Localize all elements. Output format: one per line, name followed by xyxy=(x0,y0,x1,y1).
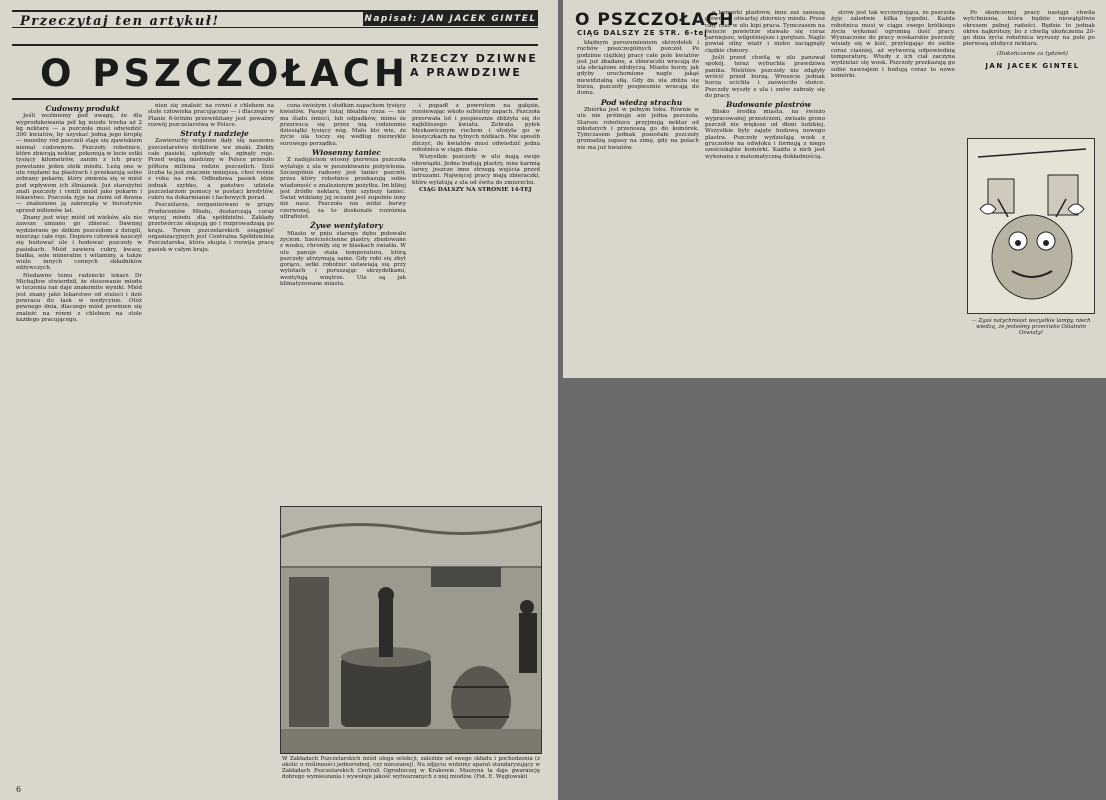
paragraph: Jeśli przed chwilą w ulu panował spokój, teraz wybuchła prawdziwa panika. Niektóre pszczoły nie zdążyły wrócić przed burzą. Wreszcie jednak burza ucichła i zaświeciło słońce. Pszczoły wyszły z ula i znów zabrały się do pracy. xyxy=(705,55,825,99)
subtitle-line-2: A PRAWDZIWE xyxy=(410,66,522,79)
continued-article-title: O PSZCZOŁACH xyxy=(575,10,735,30)
paragraph: Blisko środka miasta, na świeżo wypracowanej przestrzeni, zwisało grono pszczół nie większe od dłoni ludzkiej. Wszystkie były zajęte budową nowego plastra. Pszczoły wydzielają wosk z gruczołów na odwłoku i formują z niego sześciokątne komórki. Każda z nich jest wykonana z matematyczną dokładnością. xyxy=(705,109,825,160)
paragraph: Po skończonej pracy nastąpi chwila wytchnienia, która będzie niewątpliwie okresem pełnej radości. Będzie to jednak okres najkrótszy, bo z chwilą ukończenia 20-go dnia życia robotnica wyruszy na pole po pierwszą zdobycz nektaru. xyxy=(963,10,1095,48)
page-number: 6 xyxy=(16,785,22,794)
cartoon-illustration xyxy=(967,138,1095,314)
right-column-4 xyxy=(963,10,1095,130)
subhead-pod-wiedza: Pod wiedzą strachu xyxy=(600,97,683,107)
subhead-budowanie: Budowanie plastrów xyxy=(725,100,812,110)
right-column-3 xyxy=(831,10,955,370)
continuation-note: (Dokończenie za tydzień) xyxy=(996,50,1069,57)
paragraph: Zawieruchy wojenne dały się naszemu pszczelarstwu dotkliwie we znaki. Znikły całe pasieki, spłonęły ule, zginęły roje. Przed wojną mieliśmy w Polsce przeszło półtora miliona rodzin pszczelich. Dziś liczba ta jest znacznie mniejsza, choć rośnie z roku na rok. Odbudowa pasiek idzie jednak szybko, a państwo udziela pszczelarzom pomocy w postaci kredytów, cukru na dokarmianie i fachowych porad. xyxy=(148,138,274,202)
article-column-1 xyxy=(16,103,142,785)
byline: Napisał: JAN JACEK GINTEL xyxy=(364,14,537,24)
paragraph: Zbiórka jest w pełnym toku. Równie w ulu nie próżnuje ani jedna pszczoła. Starsze robotnice przyjmują nektar od młodszych i przenoszą go do komórek. Tymczasem jednak pozostałe pszczoły gromadzą zapasy na zimę, gdy na polach nie ma już kwiatów. xyxy=(577,106,699,151)
cartoon-caption: — Zgaś natychmiast wszystkie lampy, niech wiedzą, że jesteśmy przeciwko Ośiatnim Oświaty! xyxy=(971,318,1091,336)
article-column-2 xyxy=(148,103,274,785)
paragraph: Wszystkie pszczoły w ulu mają swoje obowiązki. Jedne budują plastry, inne karmią larwy, jeszcze inne strzegą wejścia przed intruzami. Najwięcej pracy mają zbieraczki, które wylatują z ula od świtu do zmierzchu. xyxy=(412,154,540,186)
paragraph: Z nadejściem wiosny pierwsza pszczoła wylatuje z ula w poszukiwaniu pożywienia. Szczególnie radosny jest taniec pszczół, przez który robotnice przekazują sobie wiadomość o znalezionym pożytku. Im bliżej jest źródło nektaru, tym szybszy taniec. Świat widziany jej oczami jest zupełnie inny niż nasz. Pszczoła nie widzi barwy czerwonej, za to doskonale rozróżnia ultrafiolet. xyxy=(280,157,406,221)
kicker-text: Przeczytaj ten artykuł! xyxy=(20,14,220,29)
paragraph: o komórki plastrów, inne zaś zanoszą główny w otwartej zbiornicy miodu. Przez cały czas w ulu kipi praca. Tymczasem na świecie powietrze stawało się coraz parniejsze, wilgotniejsze i gorętsze. Nagle powiał silny wiatr i niebo zaciągnęły ciężkie chmury. xyxy=(705,10,825,54)
photo-illustration xyxy=(281,507,542,754)
right-column-1 xyxy=(577,40,699,370)
paragraph: Jeśli weźmiemy pod uwagę, że dla wyprodukowania pół kg miodu trzeba aż 2 kg nektaru — a pszczoła musi odwiedzić 300 kwiatów, by uzyskać jedną jego kroplę — mozolny ród pszczeli staje się zjawiskiem niemal cudownym. Pszczoły robotnice, które zbierają nektar, pokonują w locie setki tysięcy kilometrów, zanim z ich pracy powstanie jeden słoik miodu. Leżą one w ulu rzędami na plastrach i przekazują sobie zebrany pokarm, który zmienia się w miód pod wpływem ich ślinianek. Już starożytni znali pszczoły i cenili miód jako pokarm i lekarstwo. Pszczoła żyje na ziemi od dawna — znaleziono ją zakrzepłą w bursztynie sprzed milionów lat. xyxy=(16,113,142,214)
paragraph: strów jest tak wyczerpująca, że pszczoła żyje zaledwie kilka tygodni. Każda robotnica musi w ciągu swego krótkiego życia wykonać ogromną ilość pracy. Wyznaczone do pracy woskarskie pszczoły wisiały się w kiść, przylegając do siebie coraz ciaśniej, aż wytworzą odpowiednią temperaturę. Wtedy z ich ciał zaczyna wydzielać się wosk. Pszczoły przekazują go sobie nawzajem i budują coraz to nowe komórki. xyxy=(831,10,955,79)
paragraph: Pszczelarze, zorganizowani w grupy Producentów Miodu, dostarczają coraz więcej miodu dla spółdzielni. Zakłady przetwórcze skupują go i rozprowadzają po kraju. Torem pszczelarskich osiągnięć organizacyjnych jest Centralna Spółdzielnia Pszczelarska, która skupia i rozwija pracę pasiek w całym kraju. xyxy=(148,202,274,253)
right-column-2 xyxy=(705,10,825,370)
empty-lower-area xyxy=(563,378,1106,800)
subhead-straty: Straty i nadzieje xyxy=(180,129,249,139)
paragraph: nien się znaleźć na równi z chlebem na stole człowieka pracującego — i dlaczego w Planie 6-letnim przewidziany jest poważny rozwój pszczelarstwa w Polsce. xyxy=(148,103,274,128)
apiary-factory-photo xyxy=(280,506,542,754)
cartoon-drawing xyxy=(968,139,1095,314)
article-subtitle xyxy=(410,52,538,80)
kicker-band xyxy=(12,10,538,28)
subhead-cudowny: Cudowny produkt xyxy=(45,104,120,113)
article-column-4 xyxy=(412,103,540,503)
continued-from-label: CIĄG DALSZY ZE STR. 6-tej xyxy=(577,29,708,37)
paragraph: Miasto w pniu starego dębu połowało życiem. Sześciościenne plastry, zbudowane z wosku, chroniły się w blaskach światła. W ulu panuje stała temperatura, którą pszczoły utrzymują same. Gdy robi się zbyt gorąco, setki robotnic ustawiają się przy wylotach i poruszając skrzydełkami, wentylują wnętrze. Ule są jak klimatyzowane miasta. xyxy=(280,230,406,288)
paragraph: Niedawno temu radziecki lekarz Dr Michajłow stwierdził, że stosowanie miodu w leczeniu ran daje znakomite wyniki. Miód jest znany jako lekarstwo od stuleci i dziś powraca do łask w medycynie. Otóż pewnego dnia, dlaczego miód powinien się znaleźć na równi z chlebem na stole każdego pracującego. xyxy=(16,272,142,323)
title-rule-top xyxy=(12,44,538,46)
magazine-page-right xyxy=(563,0,1106,800)
subhead-wentylatory: Żywe wentylatory xyxy=(310,221,383,231)
continued-link[interactable]: CIĄG DALSZY NA STRONIE 14-TEJ xyxy=(419,186,532,193)
paragraph: i popadł z powrotem na gałęzie, rozsiewając wkoło subtelny zapach. Pszczoła przerwała lot i pospiesznie zbliżyła się do najbliższego kwiatu. Zebrała pyłek błyskawicznym ruchem i ułożyła go w koszyczkach na tylnych nóżkach. Nie sposób zliczyć, ile kwiatów musi odwiedzić jedna robotnica w ciągu dnia. xyxy=(412,103,540,154)
subhead-wiosenny: Wiosenny taniec xyxy=(312,148,381,158)
article-column-3 xyxy=(280,103,406,503)
paragraph: Znany jest więc miód od wieków, ale nie zawsze umiano go zbierać. Dawniej wydzierano go dzikim pszczołom z dziupli, niszcząc całe roje. Dopiero człowiek nauczył się budować ule i hodować pszczoły w pasiekach. Miód zawiera cukry, kwasy, białka, sole mineralne i witaminy, a także wiele innych cennych składników odżywczych. xyxy=(16,215,142,272)
author-signature: JAN JACEK GINTEL xyxy=(985,62,1080,71)
paragraph: cona świeżym i słodkim zapachem tysięcy kwiatów. Pasuje tutaj idealna cisza — nie ma śladu śmieci, lub odpadków, mimo że przerzuca się przez nią codziennie dziesiątki tysięcy nóg. Mało kto wie, że życie ula toczy się według niezwykle surowego porządku. xyxy=(280,103,406,147)
subtitle-line-1: RZECZY DZIWNE xyxy=(410,52,538,65)
photo-caption: W Zakładach Pszczelarskich miód ulega selekcji, zależnie od swego składu i pochodzenia (z okolic o roślinności jednorodnej, czy mieszanej). Na zdjęciu widzimy aparat standaryzujący w Zakładach Pszczelarskich Centrali Ogrodniczej w Krakowie. Maszyna ta daje gwarancję dobrego wymieszania i wywołuje jakość wytwarzanych z niej miodów. (Fot. E. Węglowski) xyxy=(282,756,540,780)
paragraph: kładnym porozumieniem skrzydełek i ruchów poszczególnych pszczół. Po godzinie ciężkiej pracy całe pole kwiatów jest już zbadane, a zbieraczki wracają do ula obciążone zdobyczą. Miasto burzy, jak gdyby uruchomione nagle jakąś niewidzialną siłą. Gdy do ula zbliża się burza, pszczoły pospiesznie wracają do domu. xyxy=(577,40,699,97)
article-title: O PSZCZOŁACH xyxy=(40,52,409,95)
title-rule-bottom xyxy=(12,98,538,100)
